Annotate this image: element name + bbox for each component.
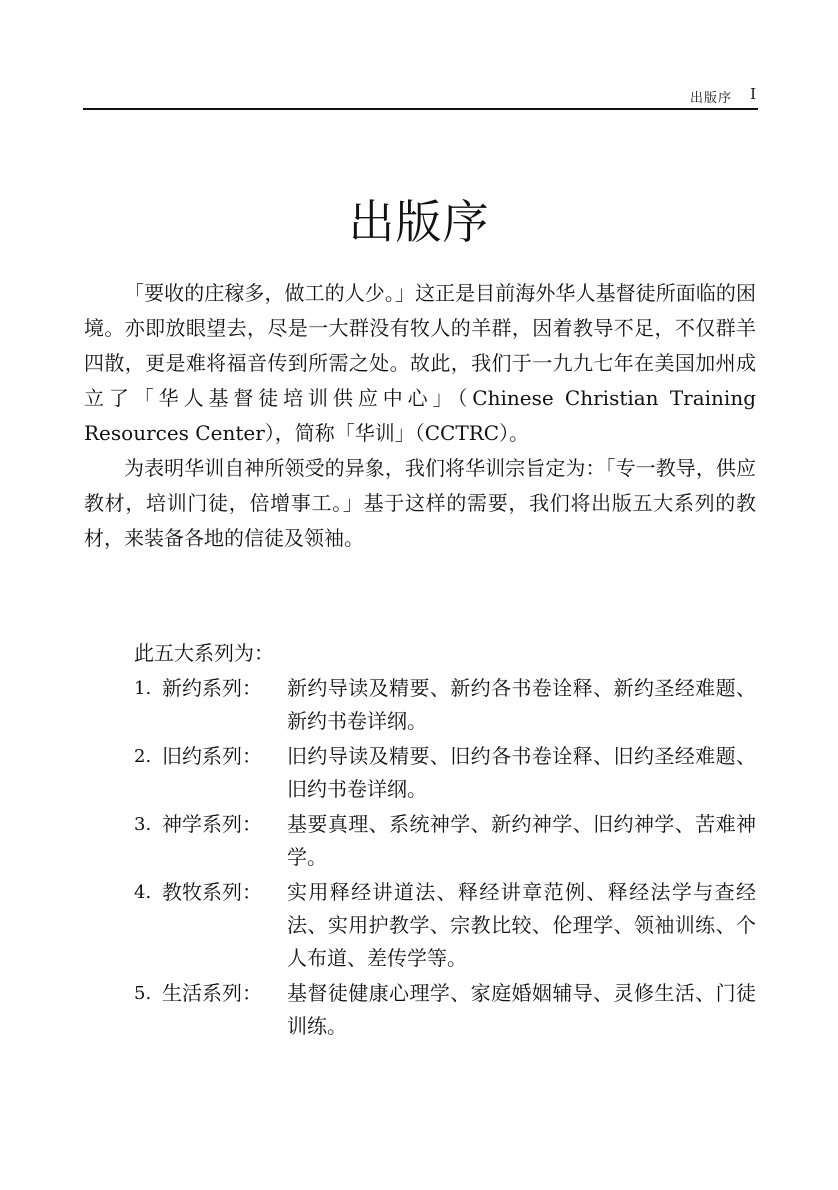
list-item-number: 5. <box>134 983 152 1004</box>
list-item <box>134 740 756 806</box>
list-item-description: 实用释经讲道法、释经讲章范例、释经法学与查经法、实用护教学、宗教比较、伦理学、领袖训练、个人布道、差传学等。 <box>287 880 756 970</box>
list-item-description: 旧约导读及精要、旧约各书卷诠释、旧约圣经难题、旧约书卷详纲。 <box>287 744 756 801</box>
list-item-number: 2. <box>134 746 152 767</box>
list-item-description: 基要真理、系统神学、新约神学、旧约神学、苦难神学。 <box>287 812 756 869</box>
list-item-name: 教牧系列： <box>162 880 262 904</box>
paragraph: 「要收的庄稼多，做工的人少。」这正是目前海外华人基督徒所面临的困境。亦即放眼望去，尽是一大群没有牧人的羊群，因着教导不足，不仅群羊四散，更是难将福音传到所需之处。故此，我们于一九九七年在美国加州成立了「华人基督徒培训供应中心」（Chinese Christian Training Resources Center），简称「华训」（CCTRC）。 <box>84 281 756 445</box>
paragraph: 为表明华训自神所领受的异象，我们将华训宗旨定为：「专一教导，供应教材，培训门徒，倍增事工。」基于这样的需要，我们将出版五大系列的教材，来装备各地的信徒及领袖。 <box>84 456 756 550</box>
list-item-description: 新约导读及精要、新约各书卷诠释、新约圣经难题、新约书卷详纲。 <box>287 676 756 733</box>
list-item-number: 3. <box>134 814 152 835</box>
series-list <box>134 672 756 1045</box>
running-header <box>83 84 758 110</box>
page-number: I <box>750 85 756 103</box>
list-item-number: 1. <box>134 678 152 699</box>
preface-body <box>84 276 756 556</box>
list-item <box>134 977 756 1043</box>
series-intro: 此五大系列为： <box>134 641 274 665</box>
list-item <box>134 808 756 874</box>
list-item <box>134 876 756 975</box>
list-item-name: 生活系列： <box>162 981 262 1005</box>
list-item-number: 4. <box>134 882 152 903</box>
list-item-name: 旧约系列： <box>162 744 262 768</box>
list-item-description: 基督徒健康心理学、家庭婚姻辅导、灵修生活、门徒训练。 <box>287 981 756 1038</box>
page-title: 出版序 <box>348 195 490 249</box>
list-item <box>134 672 756 738</box>
running-header-title: 出版序 <box>689 91 732 106</box>
list-item-name: 新约系列： <box>162 676 262 700</box>
list-item-name: 神学系列： <box>162 812 262 836</box>
